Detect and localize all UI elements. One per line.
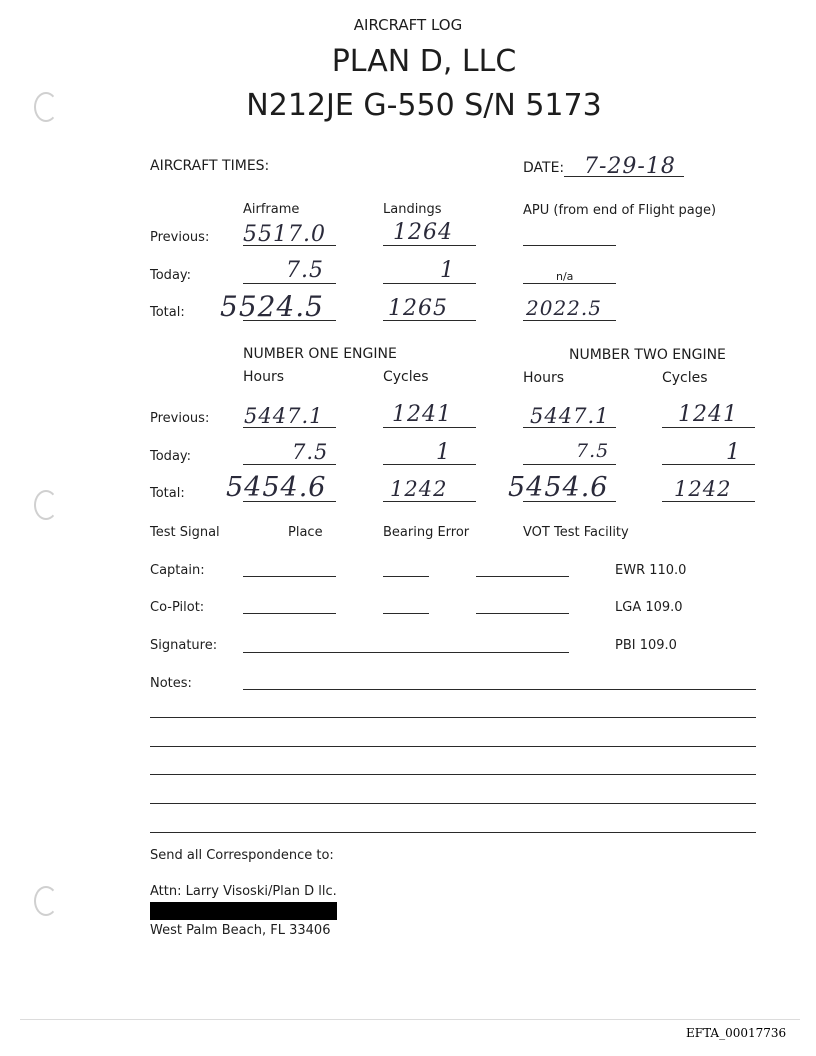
notes-line-5 xyxy=(150,803,756,804)
signature-label: Signature: xyxy=(150,638,218,653)
notes-line-4 xyxy=(150,774,756,775)
eng1-hours-today-line xyxy=(243,464,336,465)
eng2-cycles-today-line xyxy=(662,464,755,465)
bearing-error-label: Bearing Error xyxy=(383,525,470,540)
times-today-label: Today: xyxy=(150,268,192,283)
eng1-cycles-previous-line xyxy=(383,427,476,428)
eng2-hours-previous-value: 5447.1 xyxy=(530,404,610,428)
landings-previous-value: 1264 xyxy=(393,220,453,245)
col-landings-label: Landings xyxy=(383,202,442,217)
engines-previous-label: Previous: xyxy=(150,411,210,426)
captain-extra-line xyxy=(476,576,569,577)
aircraft-times-label: AIRCRAFT TIMES: xyxy=(150,158,270,174)
airframe-previous-value: 5517.0 xyxy=(243,222,326,247)
vot-facility-label: VOT Test Facility xyxy=(523,525,629,540)
eng1-cycles-today-line xyxy=(383,464,476,465)
copilot-place-line xyxy=(243,613,336,614)
eng1-hours-today-value: 7.5 xyxy=(292,440,329,464)
airframe-total-value: 5524.5 xyxy=(220,290,324,323)
date-label: DATE: xyxy=(523,160,565,176)
notes-line-2 xyxy=(150,717,756,718)
engine-two-cycles-label: Cycles xyxy=(662,370,708,386)
landings-today-value: 1 xyxy=(440,258,455,283)
engine-one-hours-label: Hours xyxy=(243,369,285,385)
eng2-hours-today-line xyxy=(523,464,616,465)
punch-hole-bottom xyxy=(34,886,58,916)
captain-place-line xyxy=(243,576,336,577)
eng2-cycles-today-value: 1 xyxy=(726,440,741,465)
facility-lga: LGA 109.0 xyxy=(615,600,683,615)
col-airframe-label: Airframe xyxy=(243,202,300,217)
eng2-hours-total-value: 5454.6 xyxy=(508,472,609,503)
eng2-hours-today-value: 7.5 xyxy=(576,440,610,462)
facility-pbi: PBI 109.0 xyxy=(615,638,677,653)
landings-today-line xyxy=(383,283,476,284)
engines-total-label: Total: xyxy=(150,486,185,501)
redaction-bar xyxy=(150,902,337,920)
aircraft-title: N212JE G-550 S/N 5173 xyxy=(246,88,602,123)
eng1-hours-total-value: 5454.6 xyxy=(226,472,327,503)
airframe-today-value: 7.5 xyxy=(286,258,324,283)
doc-type-title: AIRCRAFT LOG xyxy=(353,16,463,34)
copilot-label: Co-Pilot: xyxy=(150,600,205,615)
copilot-extra-line xyxy=(476,613,569,614)
company-title: PLAN D, LLC xyxy=(331,44,517,79)
eng2-cycles-previous-line xyxy=(662,427,755,428)
landings-total-value: 1265 xyxy=(388,296,448,321)
eng1-hours-previous-value: 5447.1 xyxy=(244,404,324,428)
col-apu-label: APU (from end of Flight page) xyxy=(523,203,717,218)
times-total-label: Total: xyxy=(150,305,185,320)
notes-line-1 xyxy=(243,689,756,690)
engine-one-heading: NUMBER ONE ENGINE xyxy=(243,346,397,362)
captain-bearing-line xyxy=(383,576,429,577)
engine-two-heading: NUMBER TWO ENGINE xyxy=(569,347,726,363)
engine-two-hours-label: Hours xyxy=(523,370,565,386)
place-label: Place xyxy=(288,525,323,540)
document-id: EFTA_00017736 xyxy=(686,1026,787,1040)
apu-previous-line xyxy=(523,245,616,246)
engine-one-cycles-label: Cycles xyxy=(383,369,429,385)
eng2-cycles-total-line xyxy=(662,501,755,502)
punch-hole-middle xyxy=(34,490,58,520)
eng1-cycles-total-line xyxy=(383,501,476,502)
times-previous-label: Previous: xyxy=(150,230,210,245)
facility-ewr: EWR 110.0 xyxy=(615,563,687,578)
page-bottom-edge xyxy=(20,1019,800,1020)
notes-line-3 xyxy=(150,746,756,747)
apu-today-value: n/a xyxy=(556,270,574,283)
eng2-cycles-total-value: 1242 xyxy=(674,477,732,501)
eng1-cycles-previous-value: 1241 xyxy=(392,402,452,427)
engines-today-label: Today: xyxy=(150,449,192,464)
apu-total-line xyxy=(523,320,616,321)
correspondence-attn: Attn: Larry Visoski/Plan D llc. xyxy=(150,884,337,899)
notes-line-6 xyxy=(150,832,756,833)
airframe-today-line xyxy=(243,283,336,284)
test-signal-label: Test Signal xyxy=(150,525,220,540)
notes-label: Notes: xyxy=(150,676,192,691)
date-value: 7-29-18 xyxy=(584,154,676,179)
apu-today-line xyxy=(523,283,616,284)
landings-previous-line xyxy=(383,245,476,246)
eng2-cycles-previous-value: 1241 xyxy=(678,402,738,427)
captain-label: Captain: xyxy=(150,563,205,578)
eng1-cycles-today-value: 1 xyxy=(436,440,451,465)
eng1-cycles-total-value: 1242 xyxy=(390,477,448,501)
copilot-bearing-line xyxy=(383,613,429,614)
signature-line xyxy=(243,652,569,653)
apu-total-value: 2022.5 xyxy=(526,296,602,320)
correspondence-city: West Palm Beach, FL 33406 xyxy=(150,923,331,938)
correspondence-heading: Send all Correspondence to: xyxy=(150,848,334,863)
